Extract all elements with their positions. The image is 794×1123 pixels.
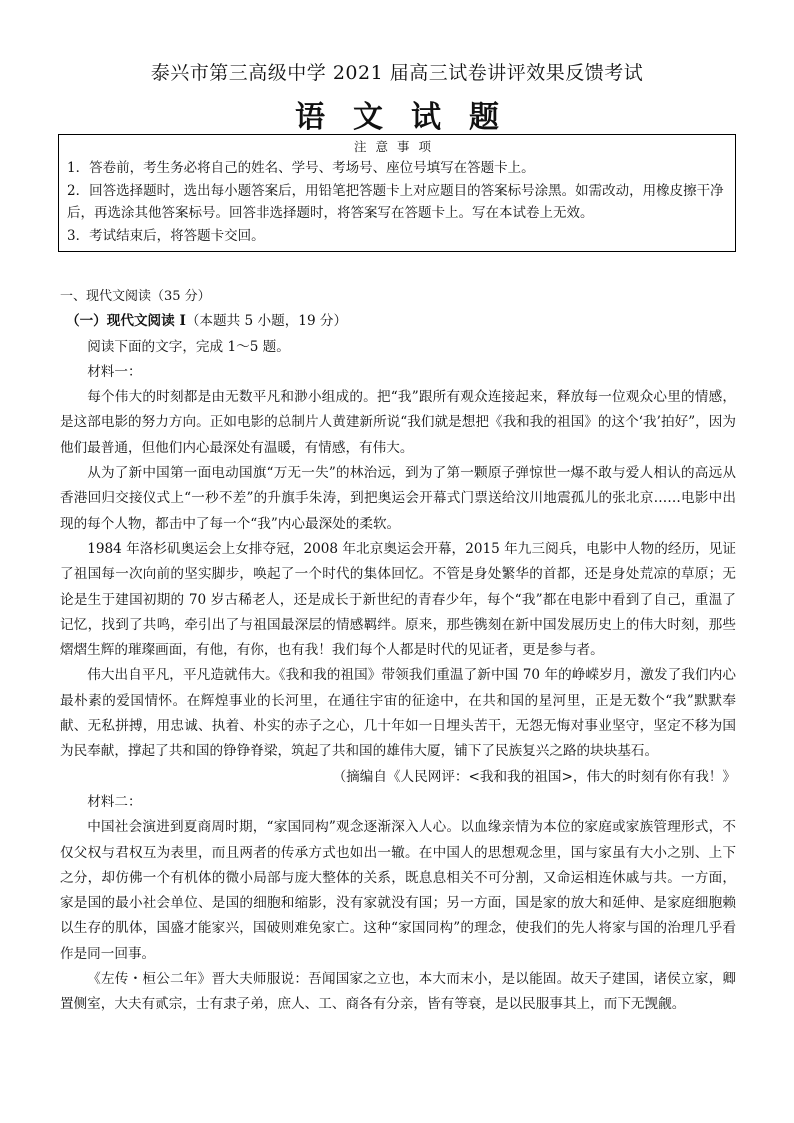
material1-label: 材料一： <box>87 363 142 380</box>
notice-item-3: 3．考试结束后，将答题卡交回。 <box>67 227 265 244</box>
subject-title: 语文试题 <box>295 100 527 135</box>
reading-section <box>60 284 736 1018</box>
material2-label: 材料二： <box>87 793 142 810</box>
section-heading: 一、现代文阅读（35 分） <box>60 289 211 304</box>
sub-heading <box>66 309 736 334</box>
material2-paragraph: 《左传・桓公二年》晋大夫师服说：吾闻国家之立也，本大而末小，是以能固。故天子建国，诸侯立家，卿置侧室，大夫有贰宗，士有隶子弟，庶人、工、商各有分亲，皆有等衰，是以民服事其上，而下无觊觎。 <box>60 971 736 1013</box>
material2-paragraph: 中国社会演进到夏商周时期，“家国同构”观念逐渐深入人心。以血缘亲情为本位的家庭或家族管理形式，不仅父权与君权互为表里，而且两者的传承方式也如出一辙。在中国人的思想观念里，国与家虽有大小之别、上下之分，却仿佛一个有机体的微小局部与庞大整体的关系，既息息相关不可分割，又命运相连休戚与共。一方面，家是国的最小社会单位、是国的细胞和缩影，没有家就没有国；另一方面，国是家的放大和延伸、是家庭细胞赖以生存的肌体，国盛才能家兴，国破则难免家亡。这种“家国同构”的理念，使我们的先人将家与国的治理几乎看作是同一回事。 <box>60 819 736 962</box>
sub-heading-label: （一）现代文阅读 I <box>66 313 186 330</box>
notice-item-1: 1．答卷前，考生务必将自己的姓名、学号、考场号、座位号填写在答题卡上。 <box>67 160 535 176</box>
material1-source: （摘编自《人民网评：<我和我的祖国>，伟大的时刻有你有我！》 <box>332 768 736 785</box>
material1-paragraph: 伟大出自平凡，平凡造就伟大。《我和我的祖国》带领我们重温了新中国 70 年的峥嵘岁月，激发了我们内心最朴素的爱国情怀。在辉煌事业的长河里，在通往宇宙的征途中，在共和国的星河里，正是无数个“我”默默奉献、无私拼搏，用忠诚、执着、朴实的赤子之心，几十年如一日埋头苦干，无怨无悔对事业坚守，坚定不移为国为民奉献，撑起了共和国的铮铮脊梁，筑起了共和国的雄伟大厦，铺下了民族复兴之路的块块基石。 <box>60 667 736 760</box>
notice-title: 注意事项 <box>353 139 440 154</box>
exam-title: 泰兴市第三高级中学 2021 届高三试卷讲评效果反馈考试 <box>150 62 644 84</box>
material1-paragraph: 1984 年洛杉矶奥运会上女排夺冠，2008 年北京奥运会开幕，2015 年九三阅兵，电影中人物的经历，见证了祖国每一次向前的坚实脚步，唤起了一个时代的集体回忆。不管是身处繁华的首都，还是身处荒凉的草原；无论是生于建国初期的 70 岁古稀老人，还是成长于新世纪的青春少年，每个“我”都在电影中看到了自己，重温了记忆，找到了共鸣，牵引出了与祖国最深层的情感羁绊。原来，那些镌刻在新中国发展历史上的伟大时刻，那些熠熠生辉的璀璨画面，有他，有你，也有我！我们每个人都是时代的见证者，更是参与者。 <box>60 540 736 659</box>
material1-paragraph: 从为了新中国第一面电动国旗“万无一失”的林治远，到为了第一颗原子弹惊世一爆不敢与爱人相认的高远从香港回归交接仪式上“一秒不差”的升旗手朱涛，到把奥运会开幕式门票送给汶川地震孤儿的张北京……电影中出现的每个人物，都击中了每一个“我”内心最深处的柔软。 <box>60 465 736 532</box>
sub-heading-detail: （本题共 5 小题，19 分） <box>185 313 348 330</box>
notice-box <box>58 134 736 252</box>
instruction: 阅读下面的文字，完成 1～5 题。 <box>87 338 290 355</box>
notice-item-2: 2．回答选择题时，选出每小题答案后，用铅笔把答题卡上对应题目的答案标号涂黑。如需改动，用橡皮擦干净后，再选涂其他答案标号。回答非选择题时，将答案写在答题卡上。写在本试卷上无效。 <box>67 182 724 221</box>
material1-paragraph: 每个伟大的时刻都是由无数平凡和渺小组成的。把“我”跟所有观众连接起来，释放每一位观众心里的情感，是这部电影的努力方向。正如电影的总制片人黄建新所说“我们就是想把《我和我的祖国》的这个‘我’拍好”，因为他们最普通，但他们内心最深处有温暖，有情感，有伟大。 <box>60 389 736 456</box>
